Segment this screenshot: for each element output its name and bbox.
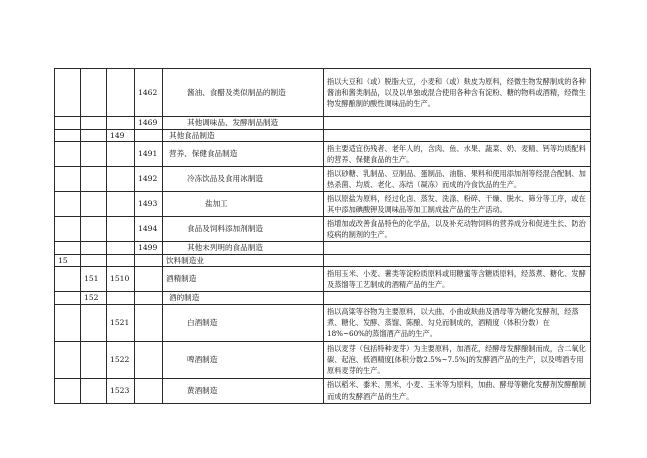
sub-category-code: 1493 <box>135 192 163 217</box>
minor-category-code <box>107 117 135 130</box>
table-row <box>55 341 591 378</box>
major-category-code <box>55 142 81 167</box>
category-description: 指以稻米、黍米、黑米、小麦、玉米等为原料，加曲、酵母等糖化发酵剂发酵酿制而成的发酵酒产品的生产。 <box>324 378 591 403</box>
category-name: 其他食品制造 <box>163 129 324 142</box>
sub-category-code <box>135 129 163 142</box>
medium-category-code: 152 <box>81 292 107 305</box>
category-description <box>324 129 591 142</box>
table-row <box>55 304 591 341</box>
table-row <box>55 117 591 130</box>
category-description: 指增加或改善食品特色的化学品，以及补充动物饲料的营养成分和促进生长、防治疫病的制剂的生产。 <box>324 217 591 242</box>
major-category-code <box>55 129 81 142</box>
minor-category-code: 1522 <box>107 341 135 378</box>
category-description: 指以砂糖、乳制品、豆制品、蛋制品、油脂、果料和使用添加剂等经混合配制、加热杀菌、均质、老化、冻结（凝冻）而成的冷食饮品的生产。 <box>324 167 591 192</box>
major-category-code <box>55 167 81 192</box>
medium-category-code <box>81 217 107 242</box>
medium-category-code <box>81 304 107 341</box>
category-name: 酒的制造 <box>163 292 324 305</box>
medium-category-code <box>81 167 107 192</box>
category-description: 指以原盐为原料，经过化卤、蒸发、洗涤、粉碎、干燥、脱水、筛分等工序，或在其中添加碘酸钾及调味品等加工制成盐产品的生产活动。 <box>324 192 591 217</box>
minor-category-code: 1523 <box>107 378 135 403</box>
category-description <box>324 292 591 305</box>
medium-category-code <box>81 117 107 130</box>
minor-category-code: 1521 <box>107 304 135 341</box>
minor-category-code <box>107 142 135 167</box>
medium-category-code <box>81 341 107 378</box>
table-row <box>55 142 591 167</box>
category-name: 其他未列明的食品制造 <box>163 242 324 255</box>
sub-category-code: 1469 <box>135 117 163 130</box>
sub-category-code: 1462 <box>135 69 163 117</box>
major-category-code <box>55 267 81 292</box>
sub-category-code <box>135 378 163 403</box>
sub-category-code <box>135 267 163 292</box>
table-row <box>55 217 591 242</box>
sub-category-code <box>135 292 163 305</box>
sub-category-code: 1492 <box>135 167 163 192</box>
major-category-code <box>55 217 81 242</box>
major-category-code <box>55 242 81 255</box>
major-category-code <box>55 69 81 117</box>
sub-category-code <box>135 304 163 341</box>
category-name: 其他调味品、发酵制品制造 <box>163 117 324 130</box>
sub-category-code: 1494 <box>135 217 163 242</box>
major-category-code <box>55 341 81 378</box>
table-row <box>55 242 591 255</box>
category-name: 啤酒制造 <box>163 341 324 378</box>
category-name: 酒精制造 <box>163 267 324 292</box>
table-row <box>55 129 591 142</box>
major-category-code <box>55 117 81 130</box>
major-category-code: 15 <box>55 254 81 267</box>
minor-category-code <box>107 69 135 117</box>
sub-category-code: 1491 <box>135 142 163 167</box>
category-name: 盐加工 <box>163 192 324 217</box>
major-category-code <box>55 192 81 217</box>
table-row <box>55 167 591 192</box>
category-description <box>324 242 591 255</box>
category-description: 指以高粱等谷物为主要原料，以大曲、小曲或麸曲及酒母等为糖化发酵剂，经蒸煮、糖化、发酵、蒸馏、陈酿、勾兑而制成的，酒精度（体积分数）在18%~60%的蒸馏酒产品的生产。 <box>324 304 591 341</box>
minor-category-code <box>107 167 135 192</box>
minor-category-code <box>107 217 135 242</box>
category-name: 食品及饲料添加剂制造 <box>163 217 324 242</box>
medium-category-code <box>81 129 107 142</box>
minor-category-code <box>107 242 135 255</box>
category-name: 营养、保健食品制造 <box>163 142 324 167</box>
medium-category-code <box>81 378 107 403</box>
table-body <box>55 69 591 404</box>
table-row <box>55 192 591 217</box>
major-category-code <box>55 292 81 305</box>
sub-category-code: 1499 <box>135 242 163 255</box>
minor-category-code: 1510 <box>107 267 135 292</box>
minor-category-code <box>107 192 135 217</box>
medium-category-code <box>81 254 107 267</box>
category-description: 指用玉米、小麦、薯类等淀粉质原料或用糖蜜等含糖质原料，经蒸煮、糖化、发酵及蒸馏等工艺制成的酒精产品的生产。 <box>324 267 591 292</box>
category-description <box>324 117 591 130</box>
medium-category-code <box>81 192 107 217</box>
major-category-code <box>55 378 81 403</box>
table-row <box>55 292 591 305</box>
minor-category-code: 149 <box>107 129 135 142</box>
industry-classification-table <box>54 68 591 404</box>
sub-category-code <box>135 341 163 378</box>
medium-category-code <box>81 242 107 255</box>
medium-category-code <box>81 69 107 117</box>
minor-category-code <box>107 292 135 305</box>
category-name: 饮料制造业 <box>163 254 324 267</box>
category-name: 白酒制造 <box>163 304 324 341</box>
sub-category-code <box>135 254 163 267</box>
table-row <box>55 378 591 403</box>
medium-category-code: 151 <box>81 267 107 292</box>
table-row <box>55 254 591 267</box>
medium-category-code <box>81 142 107 167</box>
category-description: 指以麦芽（包括特种麦芽）为主要原料，加酒花，经酵母发酵酿制而成，含二氧化碳、起泡、低酒精度[体积分数2.5%~7.5%]的发酵酒产品的生产，以及啤酒专用原料麦芽的生产。 <box>324 341 591 378</box>
minor-category-code <box>107 254 135 267</box>
table-row <box>55 69 591 117</box>
table-row <box>55 267 591 292</box>
category-description <box>324 254 591 267</box>
major-category-code <box>55 304 81 341</box>
category-name: 黄酒制造 <box>163 378 324 403</box>
category-description: 指以大豆和（或）脱脂大豆，小麦和（或）麸皮为原料，经微生物发酵制成的各种酱油和酱类制品，以及以单独或混合使用各种含有淀粉、糖的物料或酒精，经微生物发酵酿制的酸性调味品的生产。 <box>324 69 591 117</box>
category-name: 酱油、食醋及类似制品的制造 <box>163 69 324 117</box>
category-name: 冷冻饮品及食用冰制造 <box>163 167 324 192</box>
category-description: 指主要适宜伤残者、老年人的，含肉、鱼、水果、蔬菜、奶、麦精、钙等均质配料的营养、保健食品的生产。 <box>324 142 591 167</box>
